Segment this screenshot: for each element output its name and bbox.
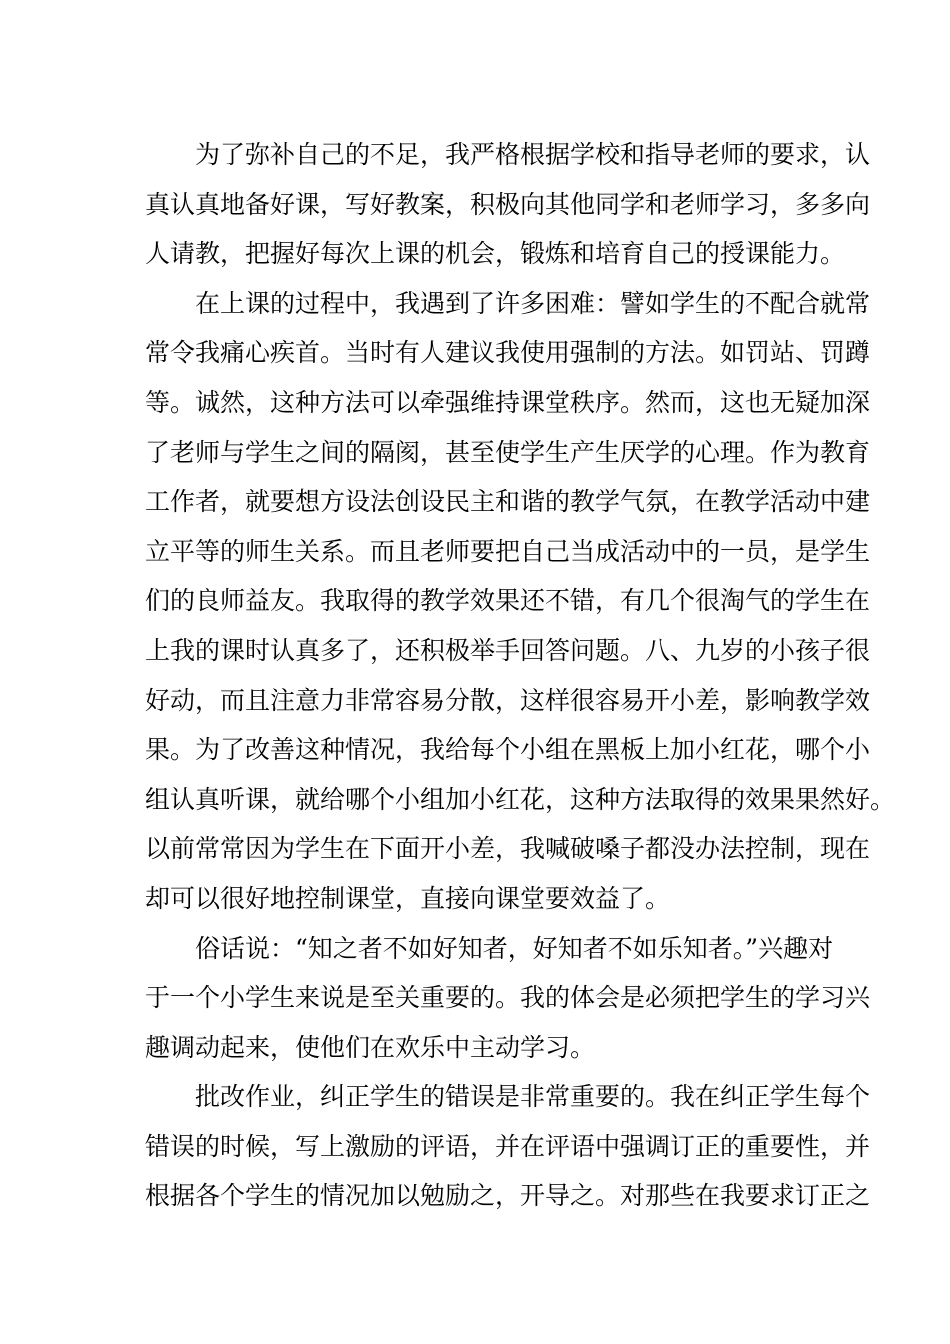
- paragraph-2-line-1: 在上课的过程中，我遇到了许多困难：譬如学生的不配合就常: [195, 288, 871, 318]
- paragraph-2-line-6: 立平等的师生关系。而且老师要把自己当成活动中的一员，是学生: [145, 536, 871, 566]
- paragraph-3-line-2: 于一个小学生来说是至关重要的。我的体会是必须把学生的学习兴: [145, 983, 871, 1013]
- paragraph-2-line-11: 组认真听课，就给哪个小组加小红花，这种方法取得的效果果然好。: [145, 784, 896, 814]
- paragraph-2-line-10: 果。为了改善这种情况，我给每个小组在黑板上加小红花，哪个小: [145, 735, 871, 765]
- paragraph-4-line-3: 根据各个学生的情况加以勉励之，开导之。对那些在我要求订正之: [145, 1181, 871, 1211]
- paragraph-2-line-8: 上我的课时认真多了，还积极举手回答问题。八、九岁的小孩子很: [145, 635, 871, 665]
- paragraph-2-line-3: 等。诚然，这种方法可以牵强维持课堂秩序。然而，这也无疑加深: [145, 387, 871, 417]
- paragraph-2-line-7: 们的良师益友。我取得的教学效果还不错，有几个很淘气的学生在: [145, 586, 871, 616]
- paragraph-4-line-2: 错误的时候，写上激励的评语，并在评语中强调订正的重要性，并: [145, 1131, 871, 1161]
- paragraph-1-line-1: 为了弥补自己的不足，我严格根据学校和指导老师的要求，认: [195, 140, 871, 169]
- paragraph-2-line-13: 却可以很好地控制课堂，直接向课堂要效益了。: [145, 883, 671, 913]
- paragraph-1-line-2: 真认真地备好课，写好教案，积极向其他同学和老师学习，多多向: [145, 189, 871, 219]
- paragraph-3-line-3: 趣调动起来，使他们在欢乐中主动学习。: [145, 1032, 596, 1062]
- paragraph-2-line-12: 以前常常因为学生在下面开小差，我喊破嗓子都没办法控制，现在: [145, 834, 871, 864]
- paragraph-4-line-1: 批改作业，纠正学生的错误是非常重要的。我在纠正学生每个: [195, 1082, 871, 1112]
- paragraph-2-line-4: 了老师与学生之间的隔阂，甚至使学生产生厌学的心理。作为教育: [145, 437, 871, 467]
- document-body: [145, 130, 896, 1221]
- paragraph-1-line-3: 人请教，把握好每次上课的机会，锻炼和培育自己的授课能力。: [145, 239, 846, 269]
- paragraph-3-line-1: 俗话说：“知之者不如好知者，好知者不如乐知者。”兴趣对: [195, 933, 834, 963]
- paragraph-2-line-9: 好动，而且注意力非常容易分散，这样很容易开小差，影响教学效: [145, 685, 871, 715]
- paragraph-2-line-2: 常令我痛心疾首。当时有人建议我使用强制的方法。如罚站、罚蹲: [145, 338, 871, 368]
- paragraph-2-line-5: 工作者，就要想方设法创设民主和谐的教学气氛，在教学活动中建: [145, 487, 871, 517]
